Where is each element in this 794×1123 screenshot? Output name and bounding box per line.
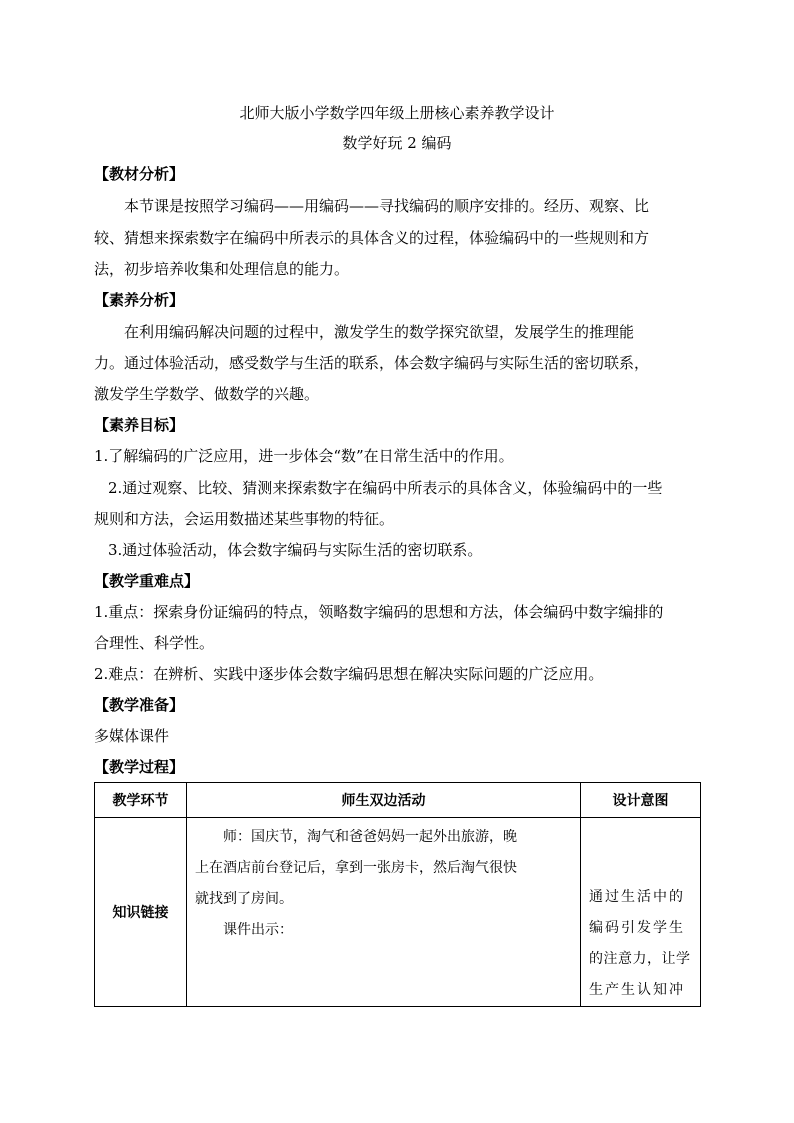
preparation-line: 多媒体课件	[94, 727, 170, 745]
section-heading-process: 【教学过程】	[94, 758, 185, 776]
key-point-line: 1.重点：探索身份证编码的特点，领略数字编码的思想和方法，体会编码中数字编排的	[94, 603, 664, 621]
section-heading-literacy-analysis: 【素养分析】	[94, 291, 185, 309]
paragraph-line: 力。通过体验活动，感受数学与生活的联系，体会数字编码与实际生活的密切联系，	[94, 354, 650, 372]
activity-line: 上在酒店前台登记后，拿到一张房卡，然后淘气很快	[195, 860, 517, 876]
section-heading-key-difficult: 【教学重难点】	[94, 572, 200, 590]
paragraph-line: 本节课是按照学习编码——用编码——寻找编码的顺序安排的。经历、观察、比	[124, 197, 650, 215]
paragraph-line: 较、猜想来探索数字在编码中所表示的具体含义的过程，体验编码中的一些规则和方	[94, 229, 650, 247]
intent-cell	[581, 818, 701, 1007]
paragraph-line: 在利用编码解决问题的过程中，激发学生的数学探究欲望，发展学生的推理能	[124, 323, 635, 341]
document-subtitle: 数学好玩 2 编码	[342, 134, 452, 152]
activity-line: 就找到了房间。	[195, 891, 293, 907]
table-header-activity: 师生双边活动	[187, 783, 581, 818]
table-header-stage: 教学环节	[95, 783, 187, 818]
intent-line: 生产生认知冲	[589, 982, 685, 998]
activity-line: 师：国庆节，淘气和爸爸妈妈一起外出旅游，晚	[223, 829, 517, 845]
stage-cell: 知识链接	[95, 818, 187, 1007]
key-point-line: 合理性、科学性。	[94, 634, 215, 652]
goal-line: 3.通过体验活动，体会数字编码与实际生活的密切联系。	[108, 541, 483, 559]
goal-line: 规则和方法，会运用数描述某些事物的特征。	[94, 510, 395, 528]
table-header-row	[95, 783, 701, 818]
document-title: 北师大版小学数学四年级上册核心素养教学设计	[239, 104, 555, 122]
intent-line: 的注意力，让学	[589, 951, 691, 967]
activity-line: 课件出示：	[223, 922, 293, 938]
intent-line: 通过生活中的	[589, 889, 685, 905]
table-row	[95, 818, 701, 1007]
paragraph-line: 激发学生学数学、做数学的兴趣。	[94, 385, 320, 403]
difficult-point-line: 2.难点：在辨析、实践中逐步体会数字编码思想在解决实际问题的广泛应用。	[94, 665, 604, 683]
section-heading-material-analysis: 【教材分析】	[94, 165, 185, 183]
intent-line: 编码引发学生	[589, 920, 685, 936]
section-heading-literacy-goals: 【素养目标】	[94, 416, 185, 434]
goal-line: 1.了解编码的广泛应用，进一步体会“数”在日常生活中的作用。	[94, 447, 514, 465]
teaching-process-table	[94, 782, 701, 1007]
table-header-intent: 设计意图	[581, 783, 701, 818]
paragraph-line: 法，初步培养收集和处理信息的能力。	[94, 260, 350, 278]
goal-line: 2.通过观察、比较、猜测来探索数字在编码中所表示的具体含义，体验编码中的一些	[108, 479, 663, 497]
section-heading-preparation: 【教学准备】	[94, 696, 185, 714]
activity-cell	[187, 818, 581, 1007]
